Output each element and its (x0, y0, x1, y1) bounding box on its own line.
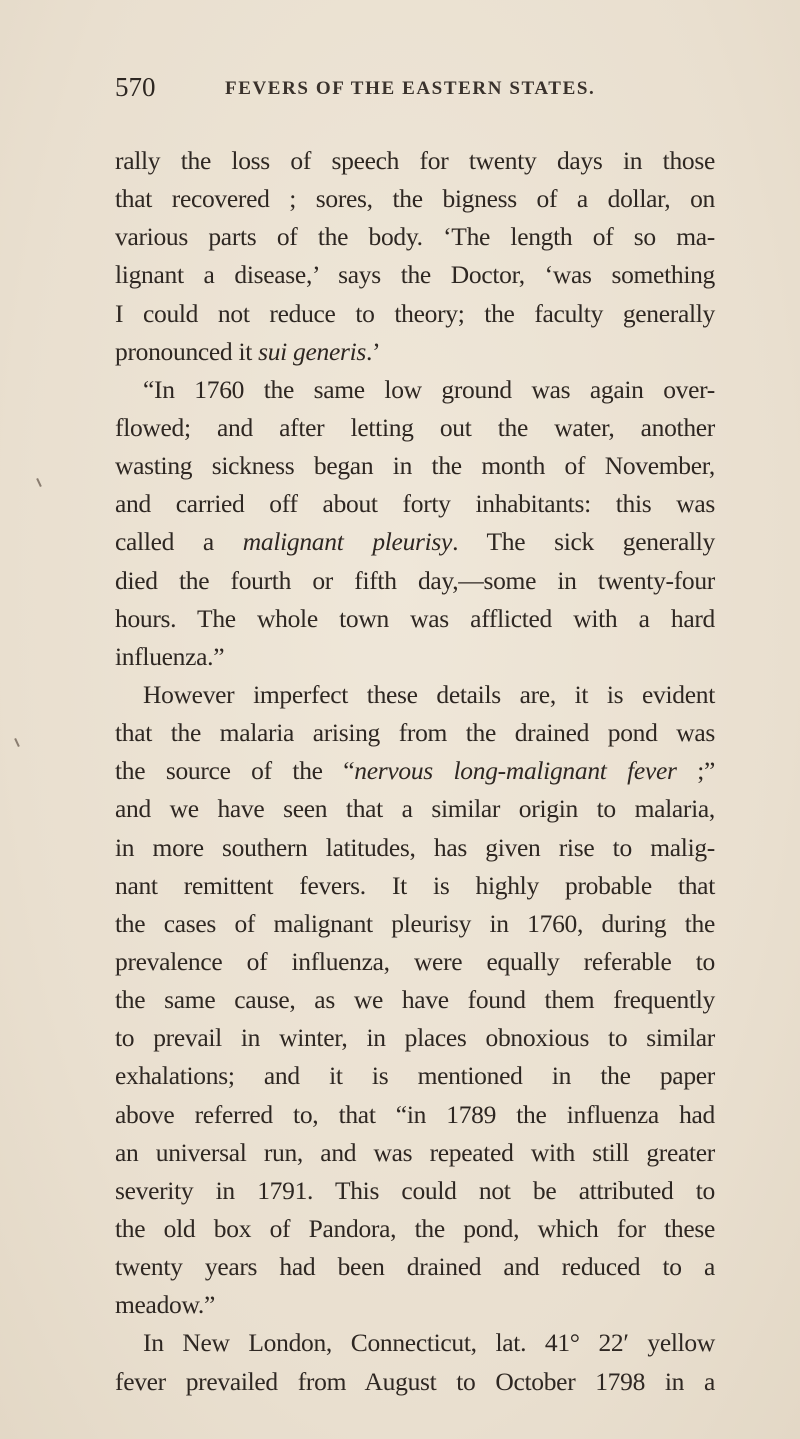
text-segment: pronounced it (115, 336, 259, 366)
text-segment: that recovered ; sores, the bigness of a dollar, on (115, 184, 715, 214)
margin-mark (14, 738, 20, 747)
text-line (115, 790, 715, 828)
text-segment: and we have seen that a similar origin to malaria, (115, 794, 715, 824)
text-line (115, 1286, 715, 1324)
text-line (115, 981, 715, 1019)
italic-text: nervous long-malignant fever (354, 756, 677, 786)
text-segment: prevalence of influenza, were equally referable to (115, 946, 715, 976)
text-segment: ;” (676, 756, 716, 786)
running-title: FEVERS OF THE EASTERN STATES. (225, 78, 596, 99)
text-segment: I could not reduce to theory; the faculty generally (115, 298, 715, 328)
text-line (115, 752, 715, 790)
text-line (115, 1324, 715, 1362)
margin-mark (36, 478, 42, 487)
text-segment: meadow.” (115, 1290, 216, 1320)
text-line (115, 600, 715, 638)
text-line (115, 562, 715, 600)
text-line (115, 256, 715, 294)
page-header (115, 72, 715, 108)
text-segment: an universal run, and was repeated with still greater (115, 1137, 715, 1167)
text-segment: the old box of Pandora, the pond, which for these (115, 1213, 715, 1243)
text-segment: hours. The whole town was afflicted with a hard (115, 603, 715, 633)
page-number: 570 (115, 72, 156, 102)
italic-text: sui generis (258, 336, 367, 366)
text-line (115, 867, 715, 905)
text-segment: wasting sickness began in the month of November, (115, 451, 715, 481)
text-segment: and carried off about forty inhabitants: this was (115, 489, 715, 519)
text-line (115, 485, 715, 523)
text-segment: fever prevailed from August to October 1798 in a (115, 1366, 715, 1396)
text-segment: to prevail in winter, in places obnoxious to similar (115, 1023, 715, 1053)
text-line (115, 905, 715, 943)
text-line (115, 1248, 715, 1286)
text-line (115, 333, 715, 371)
text-segment: various parts of the body. ‘The length of so ma- (115, 222, 715, 252)
text-segment: flowed; and after letting out the water, another (115, 412, 715, 442)
text-segment: . The sick generally (452, 527, 715, 557)
text-segment: lignant a disease,’ says the Doctor, ‘was something (115, 260, 715, 290)
text-line (115, 447, 715, 485)
text-line (115, 409, 715, 447)
text-segment: influenza.” (115, 641, 225, 671)
text-segment: died the fourth or fifth day,—some in twenty-four (115, 565, 715, 595)
text-segment: However imperfect these details are, it is evident (143, 679, 715, 709)
text-segment: the source of the “ (115, 756, 355, 786)
text-line (115, 1172, 715, 1210)
text-segment: severity in 1791. This could not be attributed to (115, 1175, 715, 1205)
text-line (115, 295, 715, 333)
text-line (115, 180, 715, 218)
text-line (115, 1210, 715, 1248)
text-line (115, 142, 715, 180)
text-line (115, 638, 715, 676)
text-line (115, 829, 715, 867)
text-line (115, 1019, 715, 1057)
text-segment: rally the loss of speech for twenty days in those (115, 146, 715, 175)
text-segment: twenty years had been drained and reduced to a (115, 1252, 715, 1282)
text-line (115, 523, 715, 561)
italic-text: malignant pleurisy (242, 527, 453, 557)
text-segment: In New London, Connecticut, lat. 41° 22′ yellow (143, 1328, 715, 1358)
text-segment: that the malaria arising from the drained pond was (115, 718, 715, 748)
text-segment: exhalations; and it is mentioned in the paper (115, 1061, 715, 1091)
text-segment: nant remittent fevers. It is highly probable that (115, 870, 715, 900)
text-line (115, 676, 715, 714)
text-line (115, 1134, 715, 1172)
text-segment: “In 1760 the same low ground was again over- (143, 374, 715, 404)
text-line (115, 1363, 715, 1401)
text-segment: the same cause, as we have found them frequently (115, 985, 715, 1015)
text-line (115, 1057, 715, 1095)
text-line (115, 1096, 715, 1134)
text-segment: the cases of malignant pleurisy in 1760, during the (115, 908, 715, 938)
text-line (115, 218, 715, 256)
text-segment: in more southern latitudes, has given rise to malig- (115, 832, 715, 862)
text-segment: called a (115, 527, 243, 557)
body-text (115, 142, 715, 1401)
text-segment: .’ (366, 336, 381, 366)
text-segment: above referred to, that “in 1789 the influenza had (115, 1099, 715, 1129)
text-line (115, 943, 715, 981)
text-line (115, 714, 715, 752)
text-line (115, 371, 715, 409)
